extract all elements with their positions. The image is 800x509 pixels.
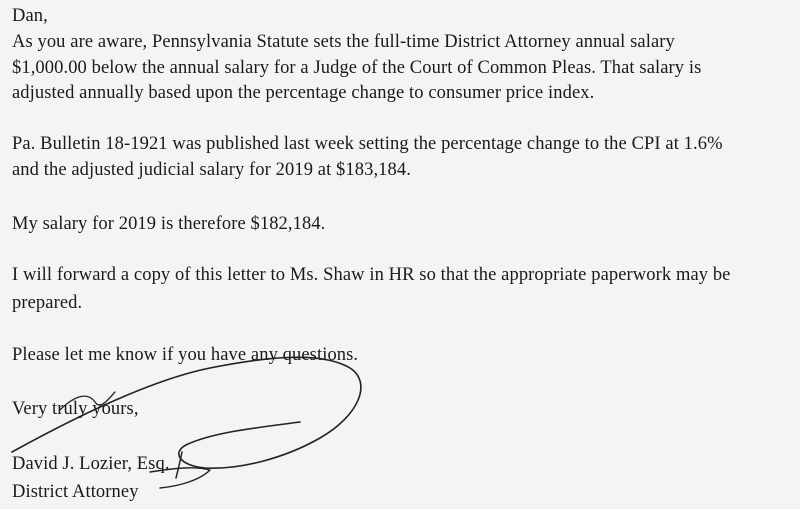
paragraph-4-line-1: I will forward a copy of this letter to Ms. Shaw in HR so that the appropriate paperwork may be xyxy=(12,265,731,285)
paragraph-5-line-1: Please let me know if you have any questions. xyxy=(12,345,359,365)
paragraph-4-line-2: prepared. xyxy=(12,293,83,313)
signer-title: District Attorney xyxy=(12,482,139,502)
closing: Very truly yours, xyxy=(12,399,139,419)
paragraph-2-line-2: and the adjusted judicial salary for 2019 at $183,184. xyxy=(12,160,411,180)
paragraph-1-line-1: As you are aware, Pennsylvania Statute sets the full-time District Attorney annual salary xyxy=(12,32,675,52)
paragraph-2-line-1: Pa. Bulletin 18-1921 was published last week setting the percentage change to the CPI at 1.6% xyxy=(12,134,723,154)
salutation: Dan, xyxy=(12,6,48,26)
paragraph-1-line-2: $1,000.00 below the annual salary for a Judge of the Court of Common Pleas. That salary is xyxy=(12,58,702,78)
paragraph-1-line-3: adjusted annually based upon the percentage change to consumer price index. xyxy=(12,83,595,103)
paragraph-3-line-1: My salary for 2019 is therefore $182,184. xyxy=(12,214,326,234)
signer-name: David J. Lozier, Esq. xyxy=(12,454,170,474)
